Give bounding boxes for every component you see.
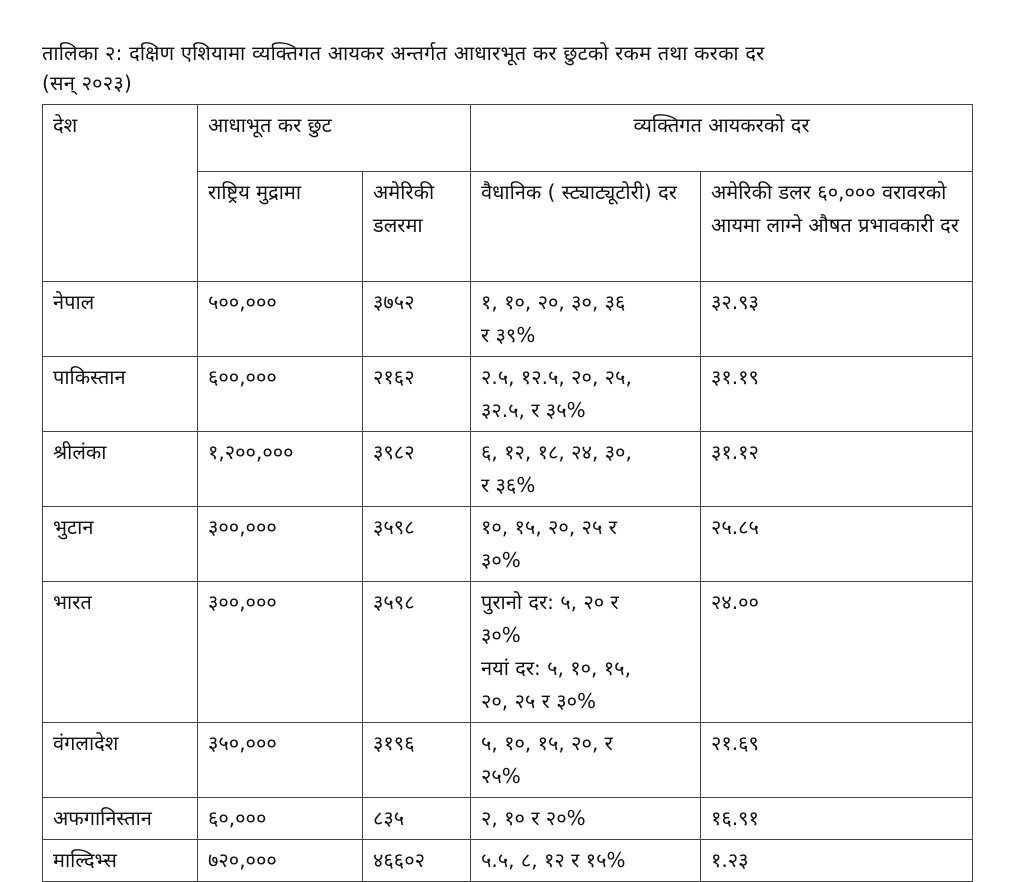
table-row xyxy=(43,357,973,432)
country-cell: भारत xyxy=(43,582,198,723)
effective-rate-cell: ३१.१२ xyxy=(701,432,973,507)
effective-rate-cell: ३१.१९ xyxy=(701,357,973,432)
statutory-rate-cell xyxy=(471,507,701,582)
table-row xyxy=(43,432,973,507)
statutory-rate-cell xyxy=(471,798,701,840)
table-row xyxy=(43,507,973,582)
effective-rate-cell: २१.६९ xyxy=(701,723,973,798)
statutory-rate-line: ५.५, ८, १२ र १५% xyxy=(481,848,626,872)
header-tax-rate: व्यक्तिगत आयकरको दर xyxy=(471,105,973,172)
usd-cell: ८३५ xyxy=(363,798,471,840)
usd-cell: ४६६०२ xyxy=(363,840,471,882)
effective-rate-cell: १.२३ xyxy=(701,840,973,882)
header-effective-rate: अमेरिकी डलर ६०,००० वरावरको आयमा लाग्ने औषत प्रभावकारी दर xyxy=(701,172,973,282)
effective-rate-cell: १६.९१ xyxy=(701,798,973,840)
effective-rate-cell: २४.०० xyxy=(701,582,973,723)
statutory-rate-line: र ३६% xyxy=(481,473,536,497)
statutory-rate-line: २०, २५ र ३०% xyxy=(481,689,597,713)
effective-rate-cell: ३२.९३ xyxy=(701,282,973,357)
header-exemption: आधाभूत कर छुट xyxy=(198,105,471,172)
statutory-rate-cell xyxy=(471,723,701,798)
header-statutory-rate: वैधानिक ( स्ट्याट्यूटोरी) दर xyxy=(471,172,701,282)
statutory-rate-line: २, १० र २०% xyxy=(481,806,586,830)
usd-cell: ३७५२ xyxy=(363,282,471,357)
country-cell: माल्दिभ्स xyxy=(43,840,198,882)
statutory-rate-cell xyxy=(471,282,701,357)
statutory-rate-line: २.५, १२.५, २०, २५, xyxy=(481,365,632,389)
country-cell: अफगानिस्तान xyxy=(43,798,198,840)
table-row xyxy=(43,798,973,840)
country-cell: श्रीलंका xyxy=(43,432,198,507)
usd-cell: ३५९८ xyxy=(363,507,471,582)
table-row xyxy=(43,282,973,357)
effective-rate-cell: २५.८५ xyxy=(701,507,973,582)
national-currency-cell: १,२००,००० xyxy=(198,432,363,507)
statutory-rate-line: पुरानो दर: ५, २० र xyxy=(481,590,619,614)
tax-exemption-table xyxy=(42,104,973,882)
statutory-rate-cell xyxy=(471,582,701,723)
header-country: देश xyxy=(43,105,198,282)
statutory-rate-line: १, १०, २०, ३०, ३६ xyxy=(481,290,626,314)
header-national-currency: राष्ट्रिय मुद्रामा xyxy=(198,172,363,282)
header-usd: अमेरिकी डलरमा xyxy=(363,172,471,282)
statutory-rate-line: ५, १०, १५, २०, र xyxy=(481,731,613,755)
statutory-rate-line: ३०% xyxy=(481,623,521,647)
caption-line-1: तालिका २: दक्षिण एशियामा व्यक्तिगत आयकर अन्तर्गत आधारभूत कर छुटको रकम तथा करका दर xyxy=(42,41,765,65)
table-body xyxy=(43,282,973,882)
statutory-rate-cell xyxy=(471,357,701,432)
statutory-rate-line: १०, १५, २०, २५ र xyxy=(481,515,617,539)
usd-cell: ३५९८ xyxy=(363,582,471,723)
national-currency-cell: ६०,००० xyxy=(198,798,363,840)
usd-cell: २१६२ xyxy=(363,357,471,432)
usd-cell: ३९८२ xyxy=(363,432,471,507)
header-row-1 xyxy=(43,105,973,172)
statutory-rate-line: ६, १२, १८, २४, ३०, xyxy=(481,440,632,464)
statutory-rate-line: २५% xyxy=(481,764,521,788)
statutory-rate-cell xyxy=(471,840,701,882)
statutory-rate-line: ३०% xyxy=(481,548,521,572)
national-currency-cell: ५००,००० xyxy=(198,282,363,357)
statutory-rate-line: र ३९% xyxy=(481,323,536,347)
country-cell: नेपाल xyxy=(43,282,198,357)
table-row xyxy=(43,840,973,882)
national-currency-cell: ६००,००० xyxy=(198,357,363,432)
statutory-rate-line: नयां दर: ५, १०, १५, xyxy=(481,656,631,680)
table-caption xyxy=(42,38,992,98)
usd-cell: ३१९६ xyxy=(363,723,471,798)
national-currency-cell: ३००,००० xyxy=(198,507,363,582)
table-row xyxy=(43,723,973,798)
national-currency-cell: ३५०,००० xyxy=(198,723,363,798)
national-currency-cell: ३००,००० xyxy=(198,582,363,723)
country-cell: भुटान xyxy=(43,507,198,582)
statutory-rate-cell xyxy=(471,432,701,507)
table-row xyxy=(43,582,973,723)
national-currency-cell: ७२०,००० xyxy=(198,840,363,882)
caption-line-2: (सन् २०२३) xyxy=(42,71,132,95)
country-cell: वंगलादेश xyxy=(43,723,198,798)
statutory-rate-line: ३२.५, र ३५% xyxy=(481,398,586,422)
country-cell: पाकिस्तान xyxy=(43,357,198,432)
